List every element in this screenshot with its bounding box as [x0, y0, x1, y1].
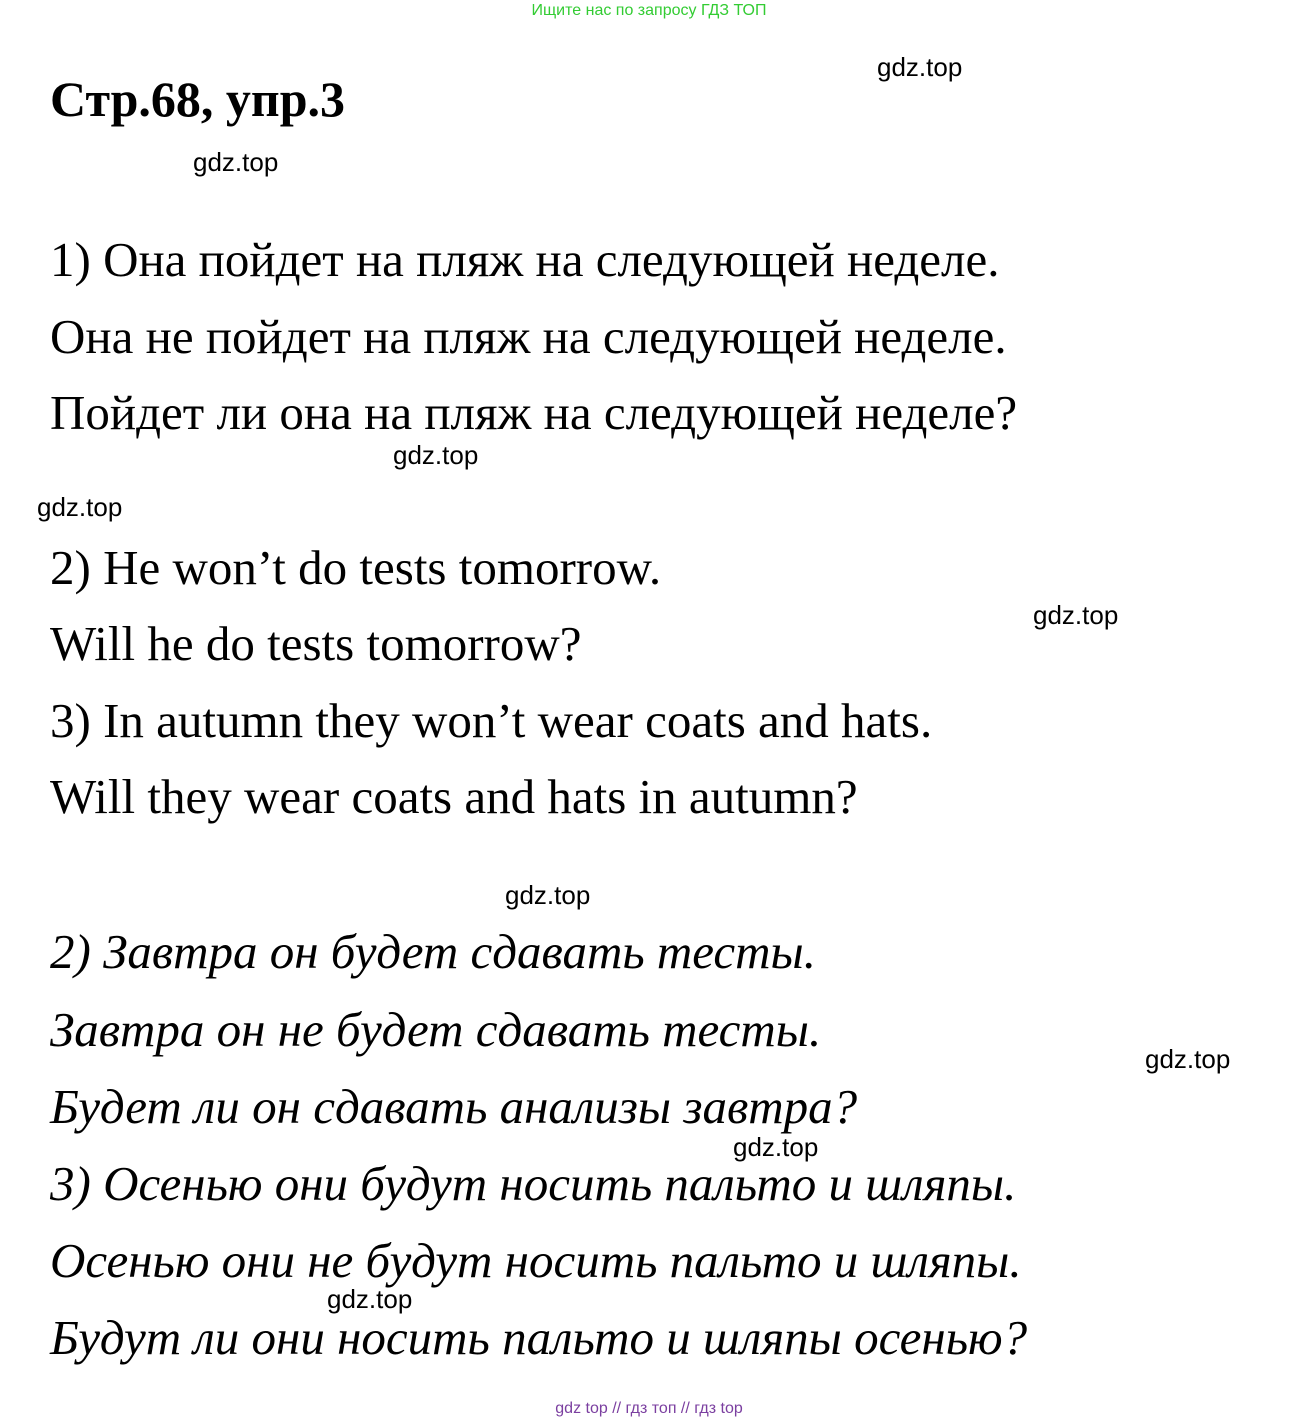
- watermark: gdz.top: [393, 440, 479, 470]
- watermark: gdz.top: [193, 147, 279, 177]
- section1-line-3: Пойдет ли она на пляж на следующей неделе?: [50, 385, 1018, 440]
- watermark: gdz.top: [37, 492, 123, 522]
- section3-line-1: 2) Завтра он будет сдавать тесты.: [50, 924, 816, 979]
- section2-line-2: Will he do tests tomorrow?: [50, 616, 582, 671]
- section2-line-3: 3) In autumn they won’t wear coats and hats.: [50, 693, 933, 748]
- watermark: gdz.top: [1145, 1044, 1231, 1074]
- section3-line-6: Будут ли они носить пальто и шляпы осенью?: [50, 1310, 1028, 1365]
- watermark: gdz.top: [733, 1132, 819, 1162]
- top-banner: Ищите нас по запросу ГДЗ ТОП: [531, 2, 767, 19]
- footer-links: gdz top // гдз топ // гдз top: [555, 1400, 743, 1417]
- section2-line-4: Will they wear coats and hats in autumn?: [50, 769, 858, 824]
- section3-line-2: Завтра он не будет сдавать тесты.: [50, 1002, 822, 1057]
- watermark: gdz.top: [327, 1284, 413, 1314]
- page-title: Стр.68, упр.3: [50, 71, 346, 127]
- section1-line-2: Она не пойдет на пляж на следующей неделе.: [50, 309, 1007, 364]
- watermark: gdz.top: [877, 52, 963, 82]
- watermark: gdz.top: [505, 880, 591, 910]
- section3-line-5: Осенью они не будут носить пальто и шляпы.: [50, 1233, 1022, 1288]
- watermark: gdz.top: [1033, 600, 1119, 630]
- section1-line-1: 1) Она пойдет на пляж на следующей неделе.: [50, 232, 1000, 287]
- section3-line-3: Будет ли он сдавать анализы завтра?: [50, 1079, 858, 1134]
- section2-line-1: 2) He won’t do tests tomorrow.: [50, 540, 662, 595]
- section3-line-4: 3) Осенью они будут носить пальто и шляпы.: [50, 1156, 1017, 1211]
